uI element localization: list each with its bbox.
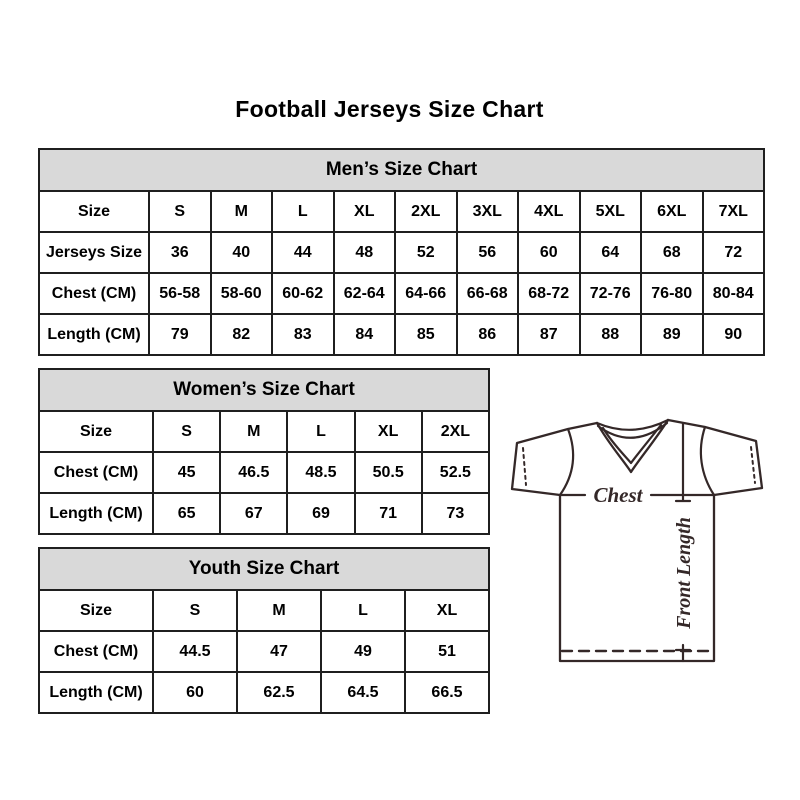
size-cell: 65: [153, 493, 220, 534]
table-row: [39, 452, 489, 493]
table-row: [39, 273, 764, 314]
size-cell: 51: [405, 631, 489, 672]
size-cell: 44.5: [153, 631, 237, 672]
size-cell: L: [287, 411, 354, 452]
size-cell: 49: [321, 631, 405, 672]
size-cell: 79: [149, 314, 211, 355]
size-cell: 67: [220, 493, 287, 534]
size-cell: 56: [457, 232, 519, 273]
table-row: [39, 314, 764, 355]
size-cell: 6XL: [641, 191, 703, 232]
size-cell: 68-72: [518, 273, 580, 314]
cuff-stitch-left: [523, 448, 526, 485]
front-length-label: Front Length: [673, 517, 695, 629]
size-cell: 83: [272, 314, 334, 355]
size-cell: 5XL: [580, 191, 642, 232]
size-cell: 3XL: [457, 191, 519, 232]
size-cell: 7XL: [703, 191, 765, 232]
youth-size-table: [38, 547, 490, 714]
chest-label: Chest: [593, 483, 643, 507]
row-label: Jerseys Size: [39, 232, 149, 273]
size-cell: 71: [355, 493, 422, 534]
size-cell: 80-84: [703, 273, 765, 314]
youth-table-title: Youth Size Chart: [39, 548, 489, 590]
table-row: [39, 672, 489, 713]
page-title: Football Jerseys Size Chart: [235, 96, 544, 122]
size-cell: M: [211, 191, 273, 232]
size-cell: 52: [395, 232, 457, 273]
sleeve-seam-right: [701, 427, 714, 495]
size-cell: 48: [334, 232, 396, 273]
size-cell: 89: [641, 314, 703, 355]
size-cell: M: [220, 411, 287, 452]
womens-size-table: [38, 368, 490, 535]
size-cell: 2XL: [395, 191, 457, 232]
row-label: Length (CM): [39, 493, 153, 534]
size-cell: 73: [422, 493, 489, 534]
size-cell: 69: [287, 493, 354, 534]
table-row: [39, 548, 489, 590]
size-cell: 46.5: [220, 452, 287, 493]
row-label: Chest (CM): [39, 273, 149, 314]
size-cell: 88: [580, 314, 642, 355]
row-label: Size: [39, 411, 153, 452]
size-cell: 68: [641, 232, 703, 273]
size-cell: 85: [395, 314, 457, 355]
size-cell: 52.5: [422, 452, 489, 493]
jersey-diagram-icon: [505, 411, 771, 671]
table-row: [39, 369, 489, 411]
size-cell: 86: [457, 314, 519, 355]
row-label: Size: [39, 590, 153, 631]
size-cell: 72-76: [580, 273, 642, 314]
size-cell: L: [321, 590, 405, 631]
size-cell: 50.5: [355, 452, 422, 493]
size-cell: 36: [149, 232, 211, 273]
size-cell: S: [153, 590, 237, 631]
size-cell: XL: [334, 191, 396, 232]
sleeve-seam-left: [560, 429, 573, 495]
size-cell: 60: [153, 672, 237, 713]
size-cell: S: [149, 191, 211, 232]
size-cell: 87: [518, 314, 580, 355]
table-row: [39, 191, 764, 232]
size-cell: 44: [272, 232, 334, 273]
size-cell: 47: [237, 631, 321, 672]
womens-table-title: Women’s Size Chart: [39, 369, 489, 411]
size-cell: XL: [405, 590, 489, 631]
size-cell: S: [153, 411, 220, 452]
table-row: [39, 149, 764, 191]
size-cell: 62.5: [237, 672, 321, 713]
size-cell: 84: [334, 314, 396, 355]
size-cell: 56-58: [149, 273, 211, 314]
size-cell: 62-64: [334, 273, 396, 314]
size-cell: 90: [703, 314, 765, 355]
table-row: [39, 590, 489, 631]
size-cell: 66-68: [457, 273, 519, 314]
cuff-stitch-right: [751, 447, 755, 483]
size-cell: 64: [580, 232, 642, 273]
size-cell: 64-66: [395, 273, 457, 314]
size-cell: 48.5: [287, 452, 354, 493]
mens-table-title: Men’s Size Chart: [39, 149, 764, 191]
size-cell: 40: [211, 232, 273, 273]
size-cell: XL: [355, 411, 422, 452]
row-label: Chest (CM): [39, 631, 153, 672]
size-cell: 2XL: [422, 411, 489, 452]
table-row: [39, 493, 489, 534]
row-label: Length (CM): [39, 672, 153, 713]
row-label: Length (CM): [39, 314, 149, 355]
size-cell: L: [272, 191, 334, 232]
mens-size-table: [38, 148, 765, 356]
size-cell: 60-62: [272, 273, 334, 314]
table-row: [39, 411, 489, 452]
size-cell: 58-60: [211, 273, 273, 314]
table-row: [39, 631, 489, 672]
row-label: Size: [39, 191, 149, 232]
size-cell: M: [237, 590, 321, 631]
size-cell: 64.5: [321, 672, 405, 713]
size-cell: 45: [153, 452, 220, 493]
size-cell: 72: [703, 232, 765, 273]
size-cell: 4XL: [518, 191, 580, 232]
size-cell: 66.5: [405, 672, 489, 713]
size-cell: 60: [518, 232, 580, 273]
size-cell: 82: [211, 314, 273, 355]
size-cell: 76-80: [641, 273, 703, 314]
table-row: [39, 232, 764, 273]
jersey-measurement-diagram: [505, 411, 771, 671]
row-label: Chest (CM): [39, 452, 153, 493]
